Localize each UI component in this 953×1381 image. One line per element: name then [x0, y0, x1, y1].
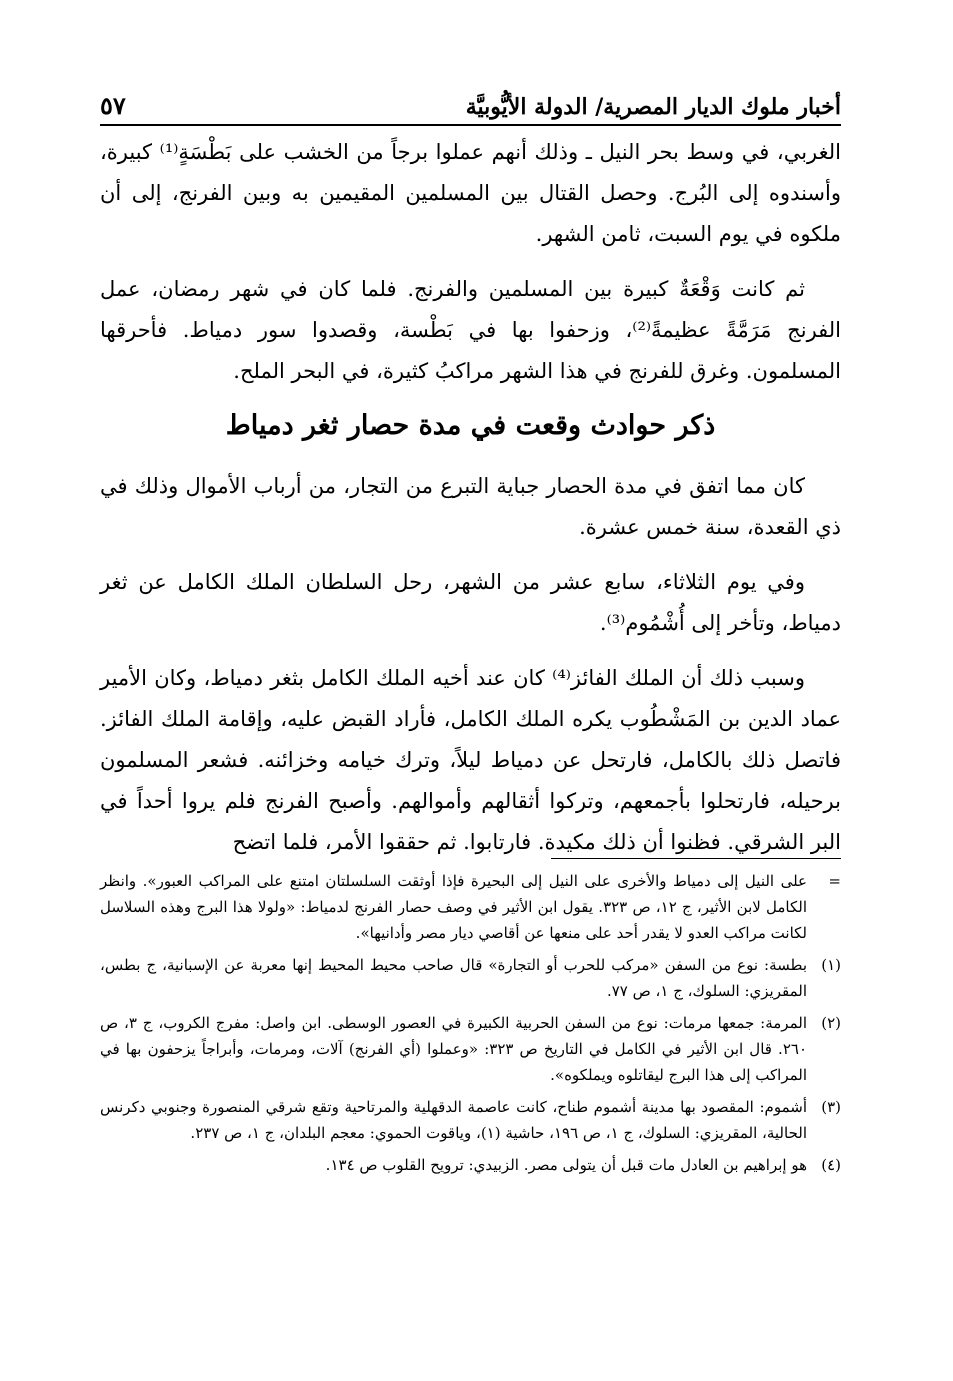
footnote-mark: =: [828, 872, 841, 890]
paragraph: وسبب ذلك أن الملك الفائز⁽⁴⁾ كان عند أخيه الملك الكامل بثغر دمياط، وكان الأمير عماد الدين بن المَشْطُوب يكره الملك الكامل، فأراد القبض عليه، وإقامة الملك الفائز. فاتصل ذلك بالكامل، فارتحل عن دمياط ليلاً، وترك خيامه وخزائنه. فشعر المسلمون برحيله، فارتحلوا بأجمعهم، وتركوا أثقالهم وأموالهم. وأصبح الفرنج فلم يروا أحداً في البر الشرقي. فظنوا أن ذلك مكيدة. فارتابوا. ثم حققوا الأمر، فلما اتضح: [100, 666, 841, 854]
footnote: [100, 1152, 841, 1178]
running-header: [100, 80, 841, 120]
header-rule: [100, 124, 841, 126]
footnote-text: أشموم: المقصود بها مدينة أشموم طناح، كانت عاصمة الدقهلية والمرتاحية وتقع شرقي المنصورة وجنوبي دكرنس الحالية، المقريزي: السلوك، ج ١، ص ١٩٦، حاشية (١)، وياقوت الحموي: معجم البلدان، ج ١، ص ٢٣٧.: [100, 1098, 807, 1142]
section-title: ذكر حوادث وقعت في مدة حصار ثغر دمياط: [225, 410, 716, 441]
footnote-mark: (١): [821, 956, 841, 974]
running-title: أخبار ملوك الديار المصرية/ الدولة الأيُّوبيَّة: [465, 94, 841, 120]
footnote-text: على النيل إلى دمياط والأخرى على النيل إلى البحيرة فإذا أوثقت السلسلتان امتنع على المراكب العبور». وانظر الكامل لابن الأثير، ج ١٢، ص ٣٢٣. يقول ابن الأثير في وصف حصار الفرنج لدمياط: «ولولا هذا البرج وهذه السلاسل لكانت مراكب العدو لا يقدر أحد على منعها عن أقاصي ديار مصر وأدانيها».: [100, 872, 808, 942]
footnote: [100, 952, 841, 1004]
footnote: [100, 1094, 841, 1146]
footnote-rule: [551, 858, 841, 859]
footnote-mark: (٣): [821, 1098, 841, 1116]
page-number: ٥٧: [100, 91, 126, 120]
footnote-text: هو إبراهيم بن العادل مات قبل أن يتولى مصر. الزبيدي: ترويح القلوب ص ١٣٤.: [325, 1156, 807, 1174]
footnote-text: بطسة: نوع من السفن «مركب للحرب أو التجارة» قال صاحب محيط المحيط إنها معربة عن الإسبانية، ج بطس، المقريزي: السلوك، ج ١، ص ٧٧.: [100, 956, 807, 1000]
paragraph: ثم كانت وَقْعَةٌ كبيرة بين المسلمين والفرنج. فلما كان في شهر رمضان، عمل الفرنج مَرَمَّةً عظيمةً⁽²⁾، وزحفوا بها في بَطْسة، وقصدوا سور دمياط. فأحرقها المسلمون. وغرق للفرنج في هذا الشهر مراكبُ كثيرة، في البحر الملح.: [100, 277, 842, 383]
footnote-mark: (٤): [821, 1156, 841, 1174]
footnotes: [100, 868, 841, 1184]
main-text: [100, 132, 841, 877]
footnote-text: المرمة: جمعها مرمات: نوع من السفن الحربية الكبيرة في العصور الوسطى. ابن واصل: مفرج الكروب، ج ٣، ص ٢٦٠. قال ابن الأثير في الكامل في التاريخ ص ٣٢٣: «وعملوا (أي الفرنج) آلات، ومرمات، وأبراجاً يزحفون بها في المراكب إلى هذا البرج ليقاتلوه ويملكوه».: [100, 1014, 807, 1084]
footnote: [100, 868, 841, 946]
footnote-mark: (٢): [821, 1014, 841, 1032]
footnote: [100, 1010, 841, 1088]
paragraph: كان مما اتفق في مدة الحصار جباية التبرع من التجار، من أرباب الأموال وذلك في ذي القعدة، سنة خمس عشرة.: [100, 474, 841, 539]
paragraph: وفي يوم الثلاثاء، سابع عشر من الشهر، رحل السلطان الملك الكامل عن ثغر دمياط، وتأخر إلى أُشْمُوم⁽³⁾.: [100, 570, 841, 635]
paragraph: الغربي، في وسط بحر النيل ـ وذلك أنهم عملوا برجاً من الخشب على بَطْسَةٍ⁽¹⁾ كبيرة، وأسندوه إلى البُرج. وحصل القتال بين المسلمين المقيمين به وبين الفرنج، إلى أن ملكوه في يوم السبت، ثامن الشهر.: [100, 140, 841, 246]
